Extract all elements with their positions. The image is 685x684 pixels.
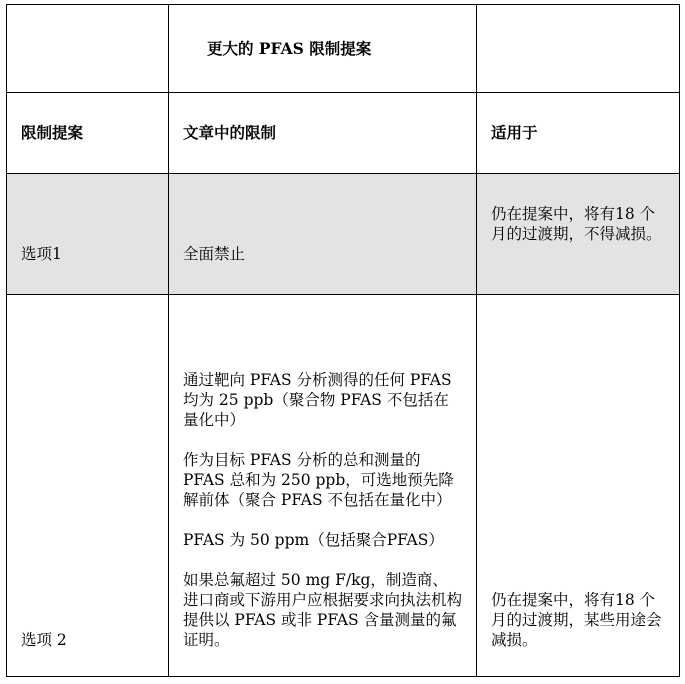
- header-row: [7, 93, 680, 174]
- restriction-notes: [169, 295, 477, 677]
- restriction-text: 全面禁止: [169, 174, 477, 295]
- title-row: [7, 5, 680, 93]
- header-applies: 适用于: [477, 93, 680, 174]
- restriction-paragraph: 如果总氟超过 50 mg F/kg，制造商、进口商或下游用户应根据要求向执法机构提供以 PFAS 或非 PFAS 含量测量的氟证明。: [183, 571, 463, 649]
- header-restriction: 文章中的限制: [169, 93, 477, 174]
- option-label: 选项 2: [7, 295, 169, 677]
- pfas-table: [6, 4, 680, 677]
- table-row: [7, 295, 680, 677]
- restriction-paragraph: 作为目标 PFAS 分析的总和测量的 PFAS 总和为 250 ppb，可选地预先降解前体（聚合 PFAS 不包括在量化中）: [183, 451, 454, 509]
- table-title: 更大的 PFAS 限制提案: [169, 5, 477, 93]
- applies-text: 仍在提案中，将有18 个月的过渡期，某些用途会减损。: [477, 295, 680, 677]
- table-row: [7, 174, 680, 295]
- restriction-paragraph: 通过靶向 PFAS 分析测得的任何 PFAS 均为 25 ppb（聚合物 PFAS 不包括在量化中）: [183, 371, 452, 429]
- applies-text: 仍在提案中，将有18 个月的过渡期，不得减损。: [477, 174, 680, 295]
- option-label: 选项1: [7, 174, 169, 295]
- restriction-paragraph: PFAS 为 50 ppm（包括聚合PFAS）: [183, 531, 444, 549]
- title-empty-cell: [7, 5, 169, 93]
- title-empty-cell: [477, 5, 680, 93]
- header-option: 限制提案: [7, 93, 169, 174]
